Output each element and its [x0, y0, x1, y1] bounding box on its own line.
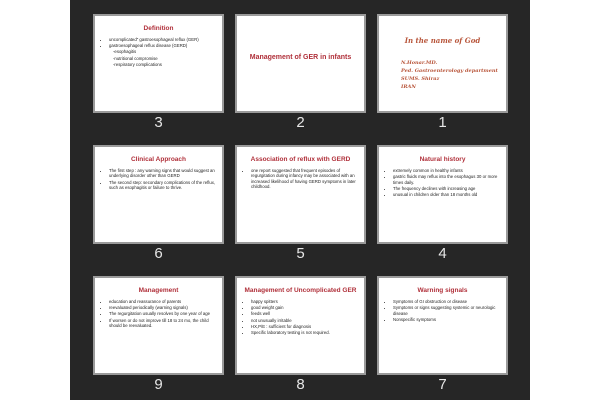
slide-title: Clinical Approach: [130, 156, 187, 163]
slide-number: 6: [154, 245, 163, 262]
slide-bullet: • good weight gain: [251, 305, 358, 310]
slide-bullet: • education and reassurance of parents: [109, 299, 216, 304]
slide-bullet: • reevaluated periodically (warning signals): [109, 305, 216, 310]
slide-bullet: • gastroesophageal reflux disease (GERD): [109, 43, 216, 48]
slide-sub-bullet: -esophagitis: [113, 49, 137, 55]
slide-bullet: • The frequency declines with increasing age: [393, 186, 500, 191]
slide-bullet: • uncomplicated" gastroesophageal reflux (GER): [109, 37, 216, 42]
slide-number: 9: [154, 376, 163, 393]
slide-thumbnail-9[interactable]: [93, 276, 224, 375]
slide-title: Association of reflux with GERD: [250, 156, 351, 163]
slide-title: Definition: [143, 25, 174, 32]
slide-thumbnail-4[interactable]: [377, 145, 508, 244]
slide-number: 7: [438, 376, 447, 393]
slide-bullet: • feeds well: [251, 311, 358, 316]
slide-bullet: • Symptoms or signs suggesting systemic or neurologic disease: [393, 305, 500, 316]
slide-line: SUMS. Shiraz: [401, 76, 440, 82]
slide-number: 2: [296, 114, 305, 131]
slide-bullet: • one report suggested that frequent episodes of regurgitation during infancy may be associated with an increased likelihood of having GERD symptoms in later childhood.: [251, 168, 358, 190]
slide-thumbnail-2[interactable]: [235, 14, 366, 113]
slide-thumbnail-1[interactable]: [377, 14, 508, 113]
slide-number: 3: [154, 114, 163, 131]
slide-title: Natural history: [419, 156, 466, 163]
slide-bullet: • If worsen or do not improve till 18 to 24 mo, the child should be reevaluated.: [109, 318, 216, 329]
slide-number: 1: [438, 114, 447, 131]
slide-bullet: • Specific laboratory testing is not required.: [251, 330, 358, 335]
slide-bullet: • unusual in children older than 18 months old: [393, 192, 500, 197]
slide-sub-bullet: -respiratory complications: [113, 61, 162, 67]
slide-number: 4: [438, 245, 447, 262]
slide-thumbnail-8[interactable]: [235, 276, 366, 375]
slide-bullet: • Symptoms of GI obstruction or disease: [393, 299, 500, 304]
slide-number: 8: [296, 376, 305, 393]
slide-thumbnail-6[interactable]: [93, 145, 224, 244]
slide-line: Ped. Gastroenterology department: [401, 68, 498, 74]
slide-bullet: • extremely common in healthy infants: [393, 168, 500, 173]
slide-title: Management of Uncomplicated GER: [244, 287, 357, 294]
slide-thumbnail-5[interactable]: [235, 145, 366, 244]
slide-bullet: • Nonspecific symptoms: [393, 317, 500, 322]
slide-line: N.Honar.MD.: [401, 60, 438, 66]
slide-bullet: • happy spitters: [251, 299, 358, 304]
slide-thumbnail-3[interactable]: [93, 14, 224, 113]
slide-bullet: • gastric fluids may reflux into the esophagus 30 or more times daily.: [393, 174, 500, 185]
slide-thumbnail-7[interactable]: [377, 276, 508, 375]
slide-line: IRAN: [401, 84, 416, 90]
slide-title: Management: [138, 287, 179, 294]
slide-bullet: • HX,P/E : sufficient for diagnosis: [251, 324, 358, 329]
slide-number: 5: [296, 245, 305, 262]
slide-title: Warning signals: [417, 287, 468, 294]
slide-bullet: • The first step : any warning signs that would suggest an underlying disorder other than GERD: [109, 168, 216, 179]
slide-bullet: • The regurgitation usually resolves by one year of age: [109, 311, 216, 316]
slide-bullet: • The second step: secondary complications of the reflux, such as esophagitis or failure to thrive.: [109, 180, 216, 191]
slide-title: In the name of God: [404, 36, 481, 45]
slide-bullet: • not unusually irritable: [251, 318, 358, 323]
slide-title: Management of GER in infants: [249, 54, 352, 61]
slide-sub-bullet: -nutritional compromise: [113, 55, 158, 61]
